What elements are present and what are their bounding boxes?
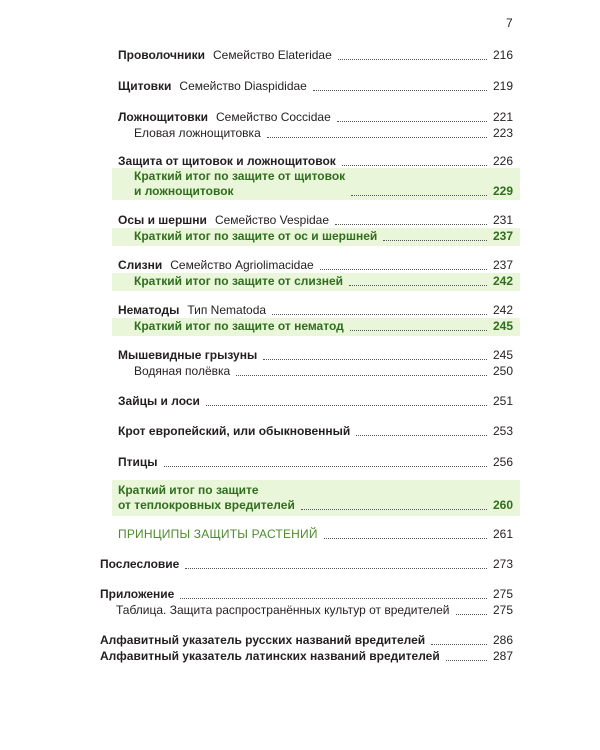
toc-summary-entry[interactable] (0, 274, 600, 289)
toc-entry-page: 226 (492, 154, 513, 168)
toc-entry-page: 286 (492, 633, 513, 647)
toc-summary-entry[interactable] (0, 169, 600, 199)
leader-dots (349, 285, 487, 286)
toc-section-entry[interactable] (0, 527, 600, 542)
toc-entry-page: 231 (492, 213, 513, 227)
toc-entry-page: 260 (492, 498, 513, 512)
toc-subentry[interactable] (0, 364, 600, 379)
leader-dots (313, 90, 487, 91)
toc-entry-title-line2: от теплокровных вредителей (118, 498, 295, 512)
toc-entry-title: Алфавитный указатель русских названий вредителей (100, 633, 426, 647)
toc-entry-page: 237 (492, 258, 513, 272)
toc-entry[interactable] (0, 424, 600, 439)
toc-entry[interactable] (0, 48, 600, 63)
toc-entry-page: 287 (492, 649, 513, 663)
toc-entry-page: 242 (492, 303, 513, 317)
leader-dots (180, 598, 487, 599)
toc-entry[interactable] (0, 394, 600, 409)
leader-dots (272, 314, 487, 315)
toc-entry-family: Семейство Agriolimacidae (170, 258, 314, 272)
toc-entry-title: Птицы (118, 455, 158, 469)
toc-entry-page: 245 (492, 319, 513, 333)
toc-entry-title: Ложнощитовки (118, 110, 208, 124)
toc-entry-title-line2: и ложнощитовок (134, 184, 234, 198)
toc-summary-entry[interactable] (0, 229, 600, 244)
toc-entry[interactable] (0, 348, 600, 363)
leader-dots (324, 538, 487, 539)
toc-entry-title: Еловая ложнощитовка (134, 126, 261, 140)
toc-entry-family: Семейство Diaspididae (179, 79, 307, 93)
toc-entry-title: Зайцы и лоси (118, 394, 200, 408)
toc-summary-entry[interactable] (0, 483, 600, 513)
toc-entry-page: 256 (492, 455, 513, 469)
toc-entry[interactable] (0, 79, 600, 94)
toc-entry-family: Семейство Coccidae (216, 110, 331, 124)
toc-entry-page: 221 (492, 110, 513, 124)
toc-entry-family: Семейство Vespidae (214, 213, 330, 227)
toc-entry-title-line1: Краткий итог по защите (118, 483, 259, 497)
toc-entry-family: Тип Nematoda (187, 303, 267, 317)
toc-entry-title: Проволочники (118, 48, 206, 62)
toc-entry-page: 229 (492, 184, 513, 198)
toc-entry-title: Водяная полёвка (134, 364, 231, 378)
leader-dots (185, 568, 487, 569)
toc-entry-title: Таблица. Защита распространённых культур от вредителей (116, 603, 450, 617)
leader-dots (342, 165, 487, 166)
toc-entry-title: Краткий итог по защите от слизней (134, 274, 344, 288)
leader-dots (446, 660, 487, 661)
leader-dots (267, 137, 487, 138)
toc-entry-page: 245 (492, 348, 513, 362)
toc-entry-page: 237 (492, 229, 513, 243)
leader-dots (164, 466, 487, 467)
toc-subentry[interactable] (0, 603, 600, 618)
toc-entry[interactable] (0, 649, 600, 664)
leader-dots (236, 375, 487, 376)
toc-subentry[interactable] (0, 126, 600, 141)
leader-dots (456, 614, 487, 615)
leader-dots (338, 59, 487, 60)
toc-entry-title: Краткий итог по защите от ос и шершней (134, 229, 378, 243)
toc-entry-title: Алфавитный указатель латинских названий вредителей (100, 649, 440, 663)
leader-dots (206, 405, 487, 406)
toc-entry-page: 251 (492, 394, 513, 408)
toc-entry-page: 250 (492, 364, 513, 378)
leader-dots (351, 195, 487, 196)
toc-entry-page: 216 (492, 48, 513, 62)
toc-entry-title: Мышевидные грызуны (118, 348, 258, 362)
toc-entry-page: 275 (492, 587, 513, 601)
page-number: 7 (506, 16, 513, 30)
toc-entry-title: Приложение (100, 587, 175, 601)
leader-dots (431, 644, 487, 645)
leader-dots (301, 509, 487, 510)
toc-entry[interactable] (0, 110, 600, 125)
toc-entry-page: 261 (492, 527, 513, 541)
toc-entry-title: Послесловие (100, 557, 180, 571)
leader-dots (320, 269, 487, 270)
toc-entry[interactable] (0, 213, 600, 228)
toc-entry-page: 223 (492, 126, 513, 140)
toc-entry-family: Семейство Elateridae (213, 48, 332, 62)
toc-entry[interactable] (0, 258, 600, 273)
toc-entry[interactable] (0, 455, 600, 470)
toc-entry[interactable] (0, 303, 600, 318)
toc-entry-title: Защита от щитовок и ложнощитовок (118, 154, 336, 168)
leader-dots (383, 240, 487, 241)
toc-entry-page: 275 (492, 603, 513, 617)
toc-entry-title: Слизни (118, 258, 163, 272)
toc-entry-title: Осы и шершни (118, 213, 207, 227)
toc-entry[interactable] (0, 557, 600, 572)
toc-entry-title-line1: Краткий итог по защите от щитовок (134, 169, 346, 183)
toc-entry-title: Краткий итог по защите от нематод (134, 319, 344, 333)
toc-entry[interactable] (0, 154, 600, 169)
toc-entry-page: 242 (492, 274, 513, 288)
toc-entry-page: 219 (492, 79, 513, 93)
leader-dots (335, 224, 487, 225)
toc-entry-title: Щитовки (118, 79, 172, 93)
toc-entry-title: ПРИНЦИПЫ ЗАЩИТЫ РАСТЕНИЙ (118, 527, 318, 541)
toc-summary-entry[interactable] (0, 319, 600, 334)
toc-entry[interactable] (0, 587, 600, 602)
toc-entry-title: Нематоды (118, 303, 180, 317)
leader-dots (356, 435, 487, 436)
leader-dots (337, 121, 487, 122)
leader-dots (350, 330, 487, 331)
toc-entry[interactable] (0, 633, 600, 648)
leader-dots (263, 359, 487, 360)
toc-entry-title: Крот европейский, или обыкновенный (118, 424, 351, 438)
toc-entry-page: 253 (492, 424, 513, 438)
toc-entry-page: 273 (492, 557, 513, 571)
